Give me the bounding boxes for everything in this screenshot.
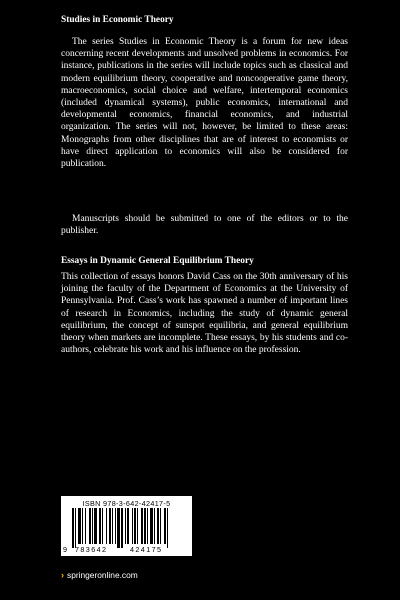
ean-digits [61, 545, 192, 554]
ean-right-digits: 424175 [130, 545, 163, 554]
submission-note: Manuscripts should be submitted to one of the editors or to the publisher. [61, 214, 348, 237]
isbn-number: ISBN 978-3-642-42417-5 [82, 499, 171, 508]
ean-lead-digit: 9 [63, 545, 67, 554]
publisher-link[interactable] [61, 570, 138, 580]
book-title: Essays in Dynamic General Equilibrium Theory [61, 256, 254, 266]
series-description: The series Studies in Economic Theory is a forum for new ideas concerning recent developments and unsolved problems in economics. For instance, publications in the series will include topics such as classical and modern equilibrium theory, cooperative and noncooperative game theory, macroeconomics, social choice and welfare, intertemporal economics (included dynamical systems), public economics, international and developmental economics, financial economics, and industrial organization. The series will not, however, be limited to these areas: Monographs from other disciplines that are of interest to economists or have direct application to economics will also be considered for publication. [61, 37, 348, 170]
barcode [61, 496, 192, 556]
barcode-bars [70, 508, 184, 548]
series-title: Studies in Economic Theory [61, 15, 174, 25]
ean-left-digits: 783642 [75, 545, 108, 554]
book-description: This collection of essays honors David Cass on the 30th anniversary of his joining the faculty of the Department of Economics at the University of Pennsylvania. Prof. Cass’s work has spawned a number of important lines of research in Economics, including the study of dynamic general equilibrium, the concept of sunspot equilibria, and general equilibrium theory when markets are incomplete. These essays, by his students and co-authors, celebrate his work and his influence on the profession. [61, 272, 348, 356]
chevron-right-icon: › [61, 570, 64, 580]
website-url[interactable]: springeronline.com [67, 570, 138, 580]
